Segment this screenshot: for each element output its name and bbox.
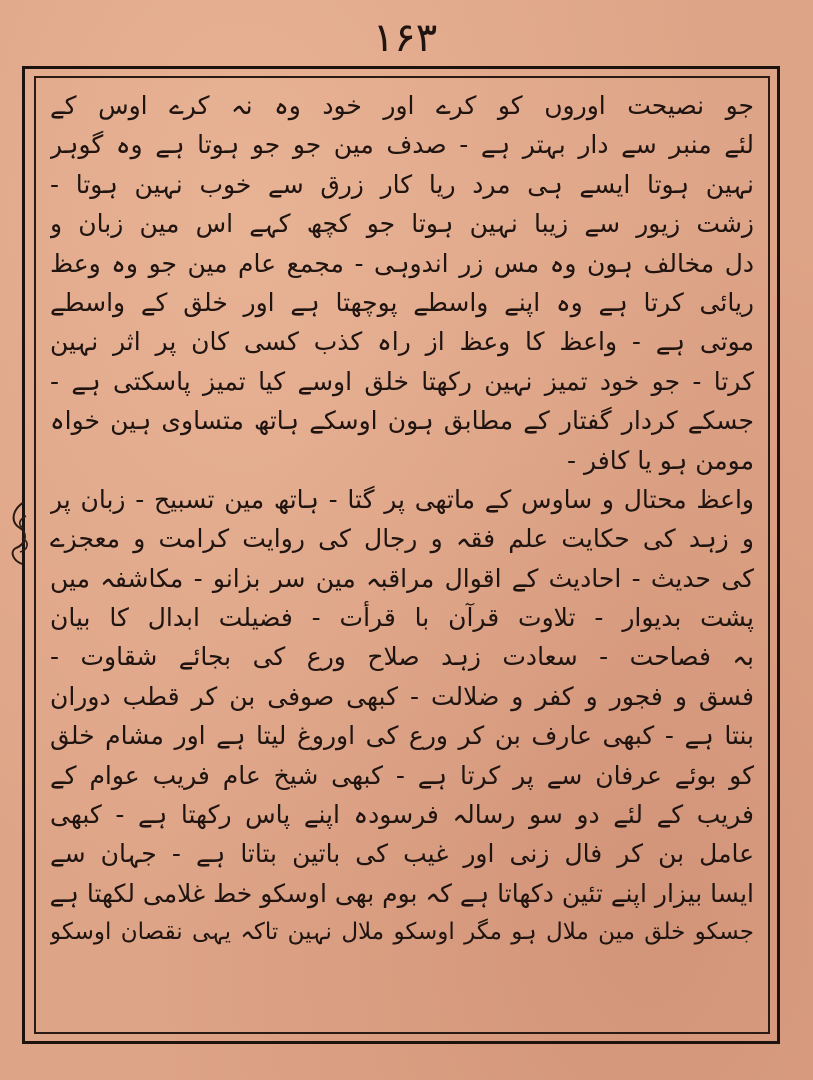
text-line: و زہد کی حکایت علم فقہ و رجال کی روایت کرامت و معجزے	[50, 524, 754, 554]
text-line: بنتا ہے - کبھی عارف بن کر ورع کی اوروغ لیتا ہے اور مشام خلق	[50, 721, 754, 751]
text-line: فسق و فجور و کفر و ضلالت - کبھی صوفی بن کر قطب دوران	[50, 681, 754, 711]
text-line: لئے منبر سے دار بہتر ہے - صدف مین جو جو ہوتا ہے وہ گوہر	[50, 130, 754, 160]
text-line: ایسا بیزار اپنے تئین دکھاتا ہے کہ بوم بھی اوسکو خط غلامی لکھتا ہے	[50, 878, 754, 908]
text-line: زشت زیور سے زیبا نہین ہوتا جو کچھ کہے اس مین زبان و	[50, 209, 754, 239]
body-text	[44, 86, 760, 1022]
text-line: واعظ محتال و ساوس کے ماتھی پر گتا - ہاتھ مین تسبیح - زبان پر	[50, 484, 754, 514]
page-number: ۱۶۳	[372, 15, 438, 61]
text-line: نہین ہوتا ایسے ہی مرد ریا کار زرق سے خوب نہین ہوتا -	[50, 169, 754, 199]
text-line: موتی ہے - واعظ کا وعظ از راہ کذب کسی کان پر اثر نہین	[50, 327, 754, 357]
text-line: کو بوئے عرفان سے پر کرتا ہے - کبھی شیخ عام فریب عوام کے	[50, 760, 754, 790]
text-line: کرتا - جو خود تمیز نہین رکھتا خلق اوسے کیا تمیز پاسکتی ہے -	[50, 366, 754, 396]
text-line: جسکو خلق مین ملال ہو مگر اوسکو ملال نہین تاکہ یہی نقصان اوسکو	[50, 919, 754, 946]
margin-ornament-icon	[6, 498, 36, 568]
text-line: فریب کے لئے دو سو رسالہ فرسودہ اپنے پاس رکھتا ہے - کبھی	[50, 800, 754, 830]
paragraph-end-line: مومن ہو یا کافر -	[567, 445, 754, 475]
text-line: بہ فصاحت - سعادت زہد صلاح ورع کی بجائے شقاوت -	[50, 642, 754, 672]
text-line: جو نصیحت اوروں کو کرے اور خود وہ نہ کرے اوس کے	[50, 91, 754, 120]
text-line: کی حدیث - احادیث کے اقوال مراقبہ مین سر بزانو - مکاشفہ میں	[50, 563, 754, 593]
text-line: پشت بدیوار - تلاوت قرآن با قرأت - فضیلت ابدال کا بیان	[50, 603, 754, 633]
text-line: جسکے کردار گفتار کے مطابق ہون اوسکے ہاتھ متساوی ہین خواہ	[50, 406, 754, 436]
text-line: عامل بن کر فال زنی اور غیب کی باتین بتاتا ہے - جہان سے	[50, 839, 754, 869]
text-line: دل مخالف ہون وہ مس زر اندوہی - مجمع عام مین جو وہ وعظ	[50, 248, 754, 278]
text-line: ریائی کرتا ہے وہ اپنے واسطے پوچھتا ہے اور خلق کے واسطے	[50, 287, 754, 317]
